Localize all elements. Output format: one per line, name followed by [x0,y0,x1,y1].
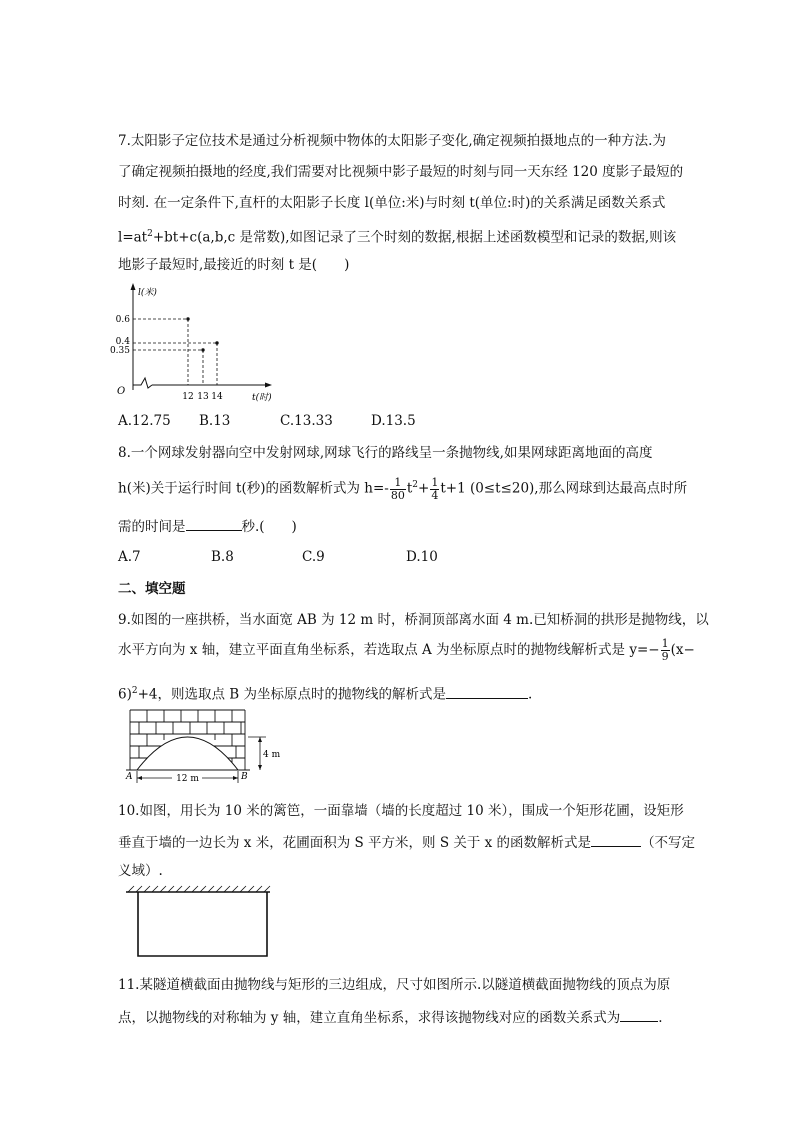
q9-text-line-2 [118,637,695,663]
q9-text-line-1: 9.如图的一座拱桥，当水面宽 AB 为 12 m 时，桥洞顶部离水面 4 m.已知桥洞的拱形是抛物线，以 [118,612,709,628]
q7-graph-ytick-06: 0.6 [115,315,130,325]
q7-graph-point-13 [201,348,204,351]
q7-text-line-5: 地影子最短时,最接近的时刻 t 是( ) [118,257,350,273]
q9-fraction-num: 1 [661,637,669,650]
q10-text-line-2 [118,832,695,852]
q8-text-line-3 [118,516,297,536]
q7-graph-point-12 [186,317,189,320]
q7-graph-xtick-13: 13 [197,392,209,402]
q8-fraction-2-num: 1 [431,475,439,489]
q9-height-label: 4 m [263,750,280,760]
q9-text-end: . [528,686,533,703]
q11-text-line-2 [118,1007,663,1027]
q9-bridge-figure [120,705,280,785]
q8-fraction-2-den: 4 [431,488,439,502]
q8-option-b[interactable]: B.8 [211,549,234,565]
q7-graph-y-label: l(米) [138,288,157,298]
q8-text-t: t [406,480,413,497]
q9-point-a-label: A [126,772,133,782]
q11-text-part-1: 点，以抛物线的对称轴为 y 轴，建立直角坐标系，求得该抛物线对应的函数关系式为 [118,1010,621,1026]
q8-option-c[interactable]: C.9 [302,549,325,565]
q7-option-a[interactable]: A.12.75 [118,413,171,429]
q8-option-d[interactable]: D.10 [406,549,438,565]
q8-option-a[interactable]: A.7 [118,549,141,565]
q8-text-part-3: 需的时间是 [118,519,186,535]
q8-text-part-4: 秒.( ) [241,519,297,535]
q9-text-part-4: +4，则选取点 B 为坐标原点时的抛物线的解析式是 [137,686,446,703]
q10-garden-figure [124,884,274,960]
q9-text-line-3 [118,682,532,704]
q9-answer-blank[interactable] [446,684,528,699]
q8-text-part-2: t+1 (0≤t≤20),那么网球到达最高点时所 [440,480,688,497]
q8-answer-blank[interactable] [186,516,242,531]
q7-graph-xtick-14: 14 [211,392,223,402]
q7-formula-exponent: 2 [147,229,153,239]
section-fill-in-blank-title: 二、填空题 [118,581,186,597]
q9-exponent: 2 [131,686,138,696]
q7-formula-part-1: l=at [118,229,148,246]
q9-point-b-label: B [241,772,248,782]
q8-fraction-1-4 [430,477,439,502]
q8-text-line-2 [118,472,687,502]
q8-plus: + [418,480,430,497]
q7-graph-ytick-035: 0.35 [110,346,130,356]
q11-answer-blank[interactable] [620,1007,658,1022]
q8-fraction-1-den: 80 [390,488,405,502]
q7-option-b[interactable]: B.13 [199,413,231,429]
q7-graph-xtick-12: 12 [182,392,194,402]
q10-wall-hatching [128,886,270,892]
q10-text-line-3: 义域）. [118,863,163,879]
q7-formula-part-2: +bt+c(a,b,c 是常数),如图记录了三个时刻的数据,根据上述函数模型和记录的数据,则该 [152,229,677,246]
q10-text-line-1: 10.如图，用长为 10 米的篱笆，一面靠墙（墙的长度超过 10 米），围成一个矩形花圃，设矩形 [118,803,684,819]
q7-shadow-graph [110,280,280,405]
q7-text-line-3: 时刻. 在一定条件下,直杆的太阳影子长度 l(单位:米)与时刻 t(单位:时)的关系满足函数关系式 [118,195,666,211]
q7-graph-ytick-04: 0.4 [115,337,130,347]
q9-width-label: 12 m [176,774,199,784]
q7-text-line-2: 了确定视频拍摄地的经度,我们需要对比视频中影子最短的时刻与同一天东经 120 度影子最短的 [118,164,684,180]
q7-graph-origin: O [117,386,126,397]
q8-text-part-1: h(米)关于运行时间 t(秒)的函数解析式为 h=- [118,480,389,497]
q7-graph-x-label: t(时) [252,393,272,403]
q8-fraction-1-num: 1 [390,477,406,490]
q9-text-part-3: 6) [118,686,132,703]
q11-text-line-1: 11.某隧道横截面由抛物线与矩形的三边组成，尺寸如图所示.以隧道横截面抛物线的顶点为原 [118,977,671,993]
q7-graph-x-arrow [265,383,272,388]
q7-text-line-4 [118,225,676,247]
q7-graph-y-arrow [131,283,136,290]
q7-graph-point-14 [215,341,218,344]
q10-text-part-1: 垂直于墙的一边长为 x 米，花圃面积为 S 平方米，则 S 关于 x 的函数解析式是 [118,835,592,851]
q10-fence-rectangle [138,892,267,956]
q8-fraction-1-80 [390,477,406,502]
q9-text-part-1: 水平方向为 x 轴，建立平面直角坐标系，若选取点 A 为坐标原点时的抛物线解析式是 y=− [118,642,660,658]
q7-option-c[interactable]: C.13.33 [280,413,333,429]
q8-text-line-1: 8.一个网球发射器向空中发射网球,网球飞行的路线呈一条抛物线,如果网球距离地面的高度 [118,445,653,461]
q10-text-part-2: （不写定 [641,835,696,851]
q8-exponent: 2 [412,480,419,490]
q7-graph-axis-break [133,378,152,388]
q7-option-d[interactable]: D.13.5 [371,413,416,429]
q9-bridge-arch [137,737,238,770]
q9-text-part-2: (x− [670,642,695,658]
q9-fraction-1-9 [661,638,670,663]
q9-fraction-den: 9 [661,650,669,663]
q10-answer-blank[interactable] [591,832,641,847]
q11-text-end: . [658,1010,663,1026]
q7-text-line-1: 7.太阳影子定位技术是通过分析视频中物体的太阳影子变化,确定视频拍摄地点的一种方法.为 [118,133,666,149]
